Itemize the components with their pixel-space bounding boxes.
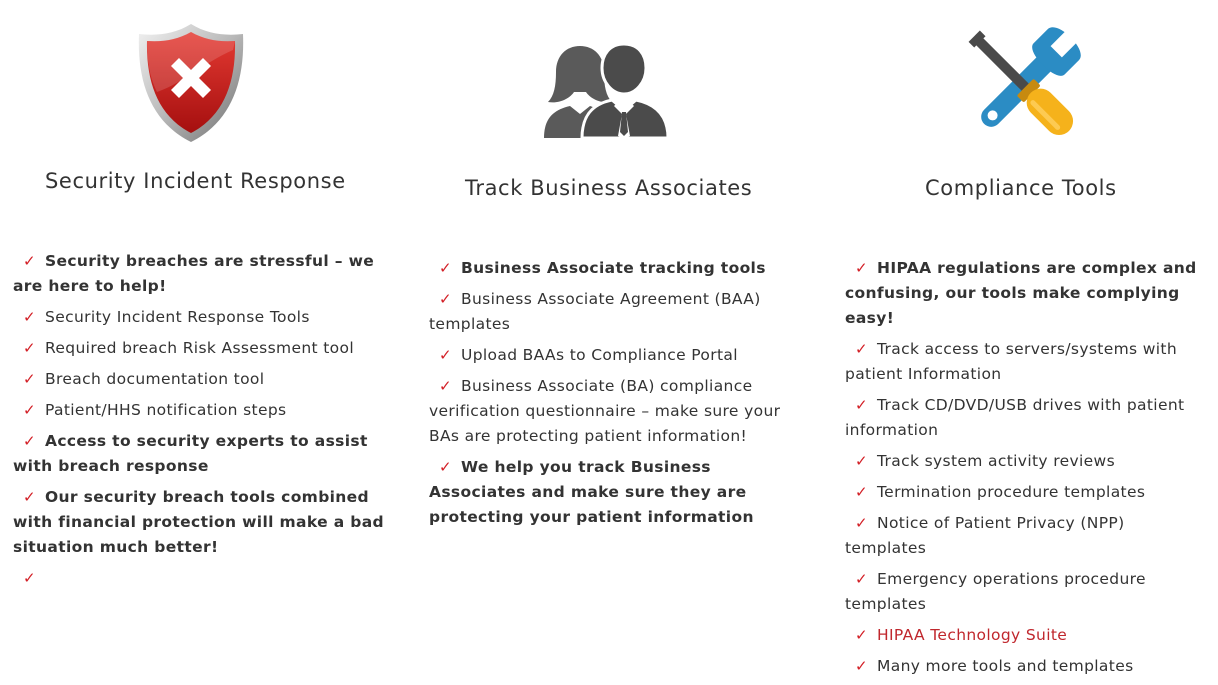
column-title: Compliance Tools (925, 176, 1117, 200)
list-item: ✓ Emergency operations procedure templates (845, 567, 1210, 617)
feature-list (13, 249, 385, 597)
list-item: ✓ Many more tools and templates (845, 654, 1210, 679)
list-item: ✓ Access to security experts to assist with breach response (13, 429, 385, 479)
checkmark-icon: ✓ (855, 657, 868, 675)
list-item (13, 566, 385, 591)
column-title: Track Business Associates (465, 176, 753, 200)
list-item: ✓ Patient/HHS notification steps (13, 398, 385, 423)
list-item: ✓ Breach documentation tool (13, 367, 385, 392)
checkmark-icon: ✓ (23, 569, 36, 587)
list-item: ✓ Business Associate Agreement (BAA) templates (429, 287, 801, 337)
list-item: ✓ HIPAA regulations are complex and confusing, our tools make complying easy! (845, 256, 1210, 331)
checkmark-icon: ✓ (23, 488, 36, 506)
checkmark-icon: ✓ (855, 396, 868, 414)
checkmark-icon: ✓ (855, 340, 868, 358)
feature-list (429, 256, 801, 536)
list-item: ✓ Security Incident Response Tools (13, 305, 385, 330)
list-item: ✓ Our security breach tools combined with financial protection will make a bad situation much better! (13, 485, 385, 560)
checkmark-icon: ✓ (439, 458, 452, 476)
checkmark-icon: ✓ (855, 514, 868, 532)
checkmark-icon: ✓ (855, 626, 868, 644)
wrench-screwdriver-icon (959, 20, 1087, 154)
checkmark-icon: ✓ (23, 432, 36, 450)
checkmark-icon: ✓ (439, 259, 452, 277)
column-title: Security Incident Response (45, 169, 346, 193)
list-item: ✓ Track CD/DVD/USB drives with patient information (845, 393, 1210, 443)
list-item: ✓ Business Associate tracking tools (429, 256, 801, 281)
checkmark-icon: ✓ (855, 259, 868, 277)
list-item: ✓ Business Associate (BA) compliance verification questionnaire – make sure your BAs are protecting patient information! (429, 374, 801, 449)
checkmark-icon: ✓ (439, 346, 452, 364)
hipaa-technology-suite-link[interactable]: HIPAA Technology Suite (877, 626, 1068, 644)
shield-x-icon (135, 22, 247, 148)
business-people-icon (542, 40, 670, 144)
checkmark-icon: ✓ (855, 570, 868, 588)
list-item: ✓ Track system activity reviews (845, 449, 1210, 474)
list-item: ✓ We help you track Business Associates and make sure they are protecting your patient information (429, 455, 801, 530)
list-item (845, 623, 1210, 648)
checkmark-icon: ✓ (439, 290, 452, 308)
list-item: ✓ Required breach Risk Assessment tool (13, 336, 385, 361)
checkmark-icon: ✓ (855, 483, 868, 501)
list-item: ✓ Track access to servers/systems with patient Information (845, 337, 1210, 387)
list-item: ✓ Upload BAAs to Compliance Portal (429, 343, 801, 368)
checkmark-icon: ✓ (23, 370, 36, 388)
list-item: ✓ Notice of Patient Privacy (NPP) templates (845, 511, 1210, 561)
checkmark-icon: ✓ (23, 308, 36, 326)
checkmark-icon: ✓ (23, 401, 36, 419)
list-item: ✓ Security breaches are stressful – we are here to help! (13, 249, 385, 299)
list-item: ✓ Termination procedure templates (845, 480, 1210, 505)
checkmark-icon: ✓ (23, 339, 36, 357)
feature-list (845, 256, 1210, 685)
checkmark-icon: ✓ (855, 452, 868, 470)
checkmark-icon: ✓ (439, 377, 452, 395)
checkmark-icon: ✓ (23, 252, 36, 270)
